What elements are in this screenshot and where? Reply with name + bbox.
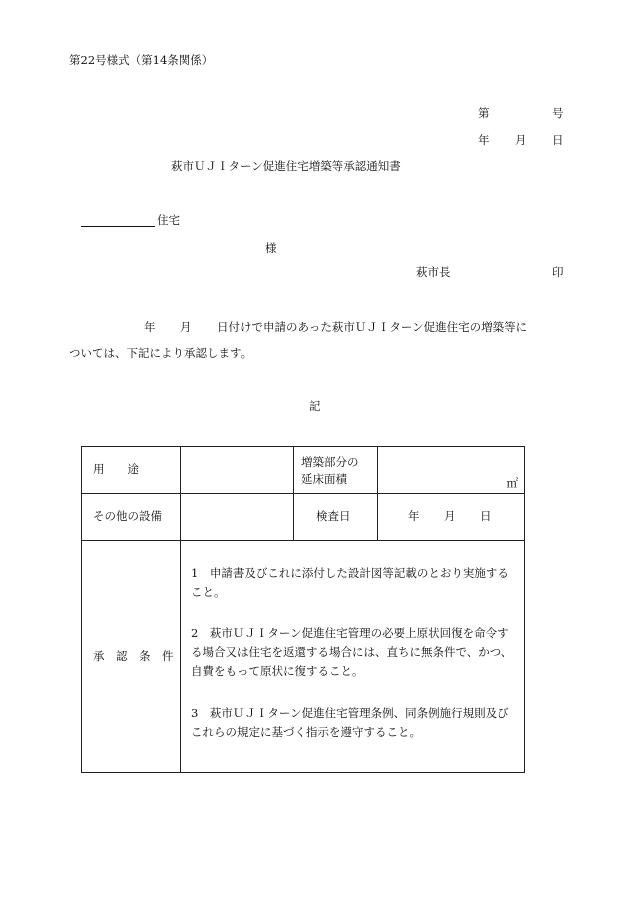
setsubi-value-cell — [181, 494, 294, 541]
approval-table — [81, 446, 525, 773]
kensa-month: 月 — [444, 509, 456, 523]
body-line-2: ついては、下記により承認します。 — [69, 346, 253, 360]
youto-label: 用 途 — [93, 462, 139, 476]
youto-label-cell — [82, 447, 181, 494]
date-day: 日 — [552, 133, 564, 147]
condition-2: 2 萩市ＵＪＩターン促進住宅管理の必要上原状回復を命令する場合又は住宅を返還する場合には、直ちに無条件で、かつ、自費をもって原状に復すること。 — [191, 626, 513, 678]
condition-1: 1 申請書及びこれに添付した設計図等記載のとおり実施すること。 — [191, 566, 509, 599]
condition-3: 3 萩市ＵＪＩターン促進住宅管理条例、同条例施行規則及びこれらの規定に基づく指示を遵守すること。 — [191, 706, 509, 739]
recipient-jutaku: 住宅 — [157, 213, 180, 227]
kensa-value-cell — [378, 494, 525, 541]
kensa-day: 日 — [480, 509, 492, 523]
kensa-label-cell — [294, 494, 378, 541]
youto-value-cell — [181, 447, 294, 494]
zouchiku-value-cell — [378, 447, 525, 494]
setsubi-label: その他の設備 — [93, 509, 162, 523]
setsubi-label-cell — [82, 494, 181, 541]
issuer-name: 萩市長 — [416, 265, 451, 279]
zouchiku-label-2: 延床面積 — [301, 472, 347, 486]
issuer-seal: 印 — [552, 265, 564, 279]
zouchiku-label-1: 増築部分の — [301, 455, 359, 469]
document-title: 萩市ＵＪＩターン促進住宅増築等承認通知書 — [171, 159, 401, 173]
conditions-label: 承 認 条 件 — [93, 649, 174, 663]
zouchiku-label-cell — [294, 447, 378, 494]
conditions-label-cell — [82, 541, 181, 773]
body-line-1: 日付けで申請のあった萩市ＵＪＩターン促進住宅の増築等に — [217, 320, 528, 334]
date-month: 月 — [515, 133, 527, 147]
recipient-blank-line — [81, 226, 155, 227]
ref-go: 号 — [552, 106, 564, 120]
recipient-sama: 様 — [265, 241, 277, 255]
ki-heading: 記 — [309, 399, 321, 413]
area-unit: ㎡ — [506, 476, 518, 490]
kensa-year: 年 — [408, 509, 420, 523]
kensa-label: 検査日 — [316, 509, 351, 523]
conditions-cell — [181, 541, 525, 773]
ref-dai: 第 — [478, 106, 490, 120]
date-year: 年 — [478, 133, 490, 147]
body-year: 年 — [144, 320, 156, 334]
body-month: 月 — [180, 320, 192, 334]
form-number: 第22号様式（第14条関係） — [69, 53, 214, 67]
